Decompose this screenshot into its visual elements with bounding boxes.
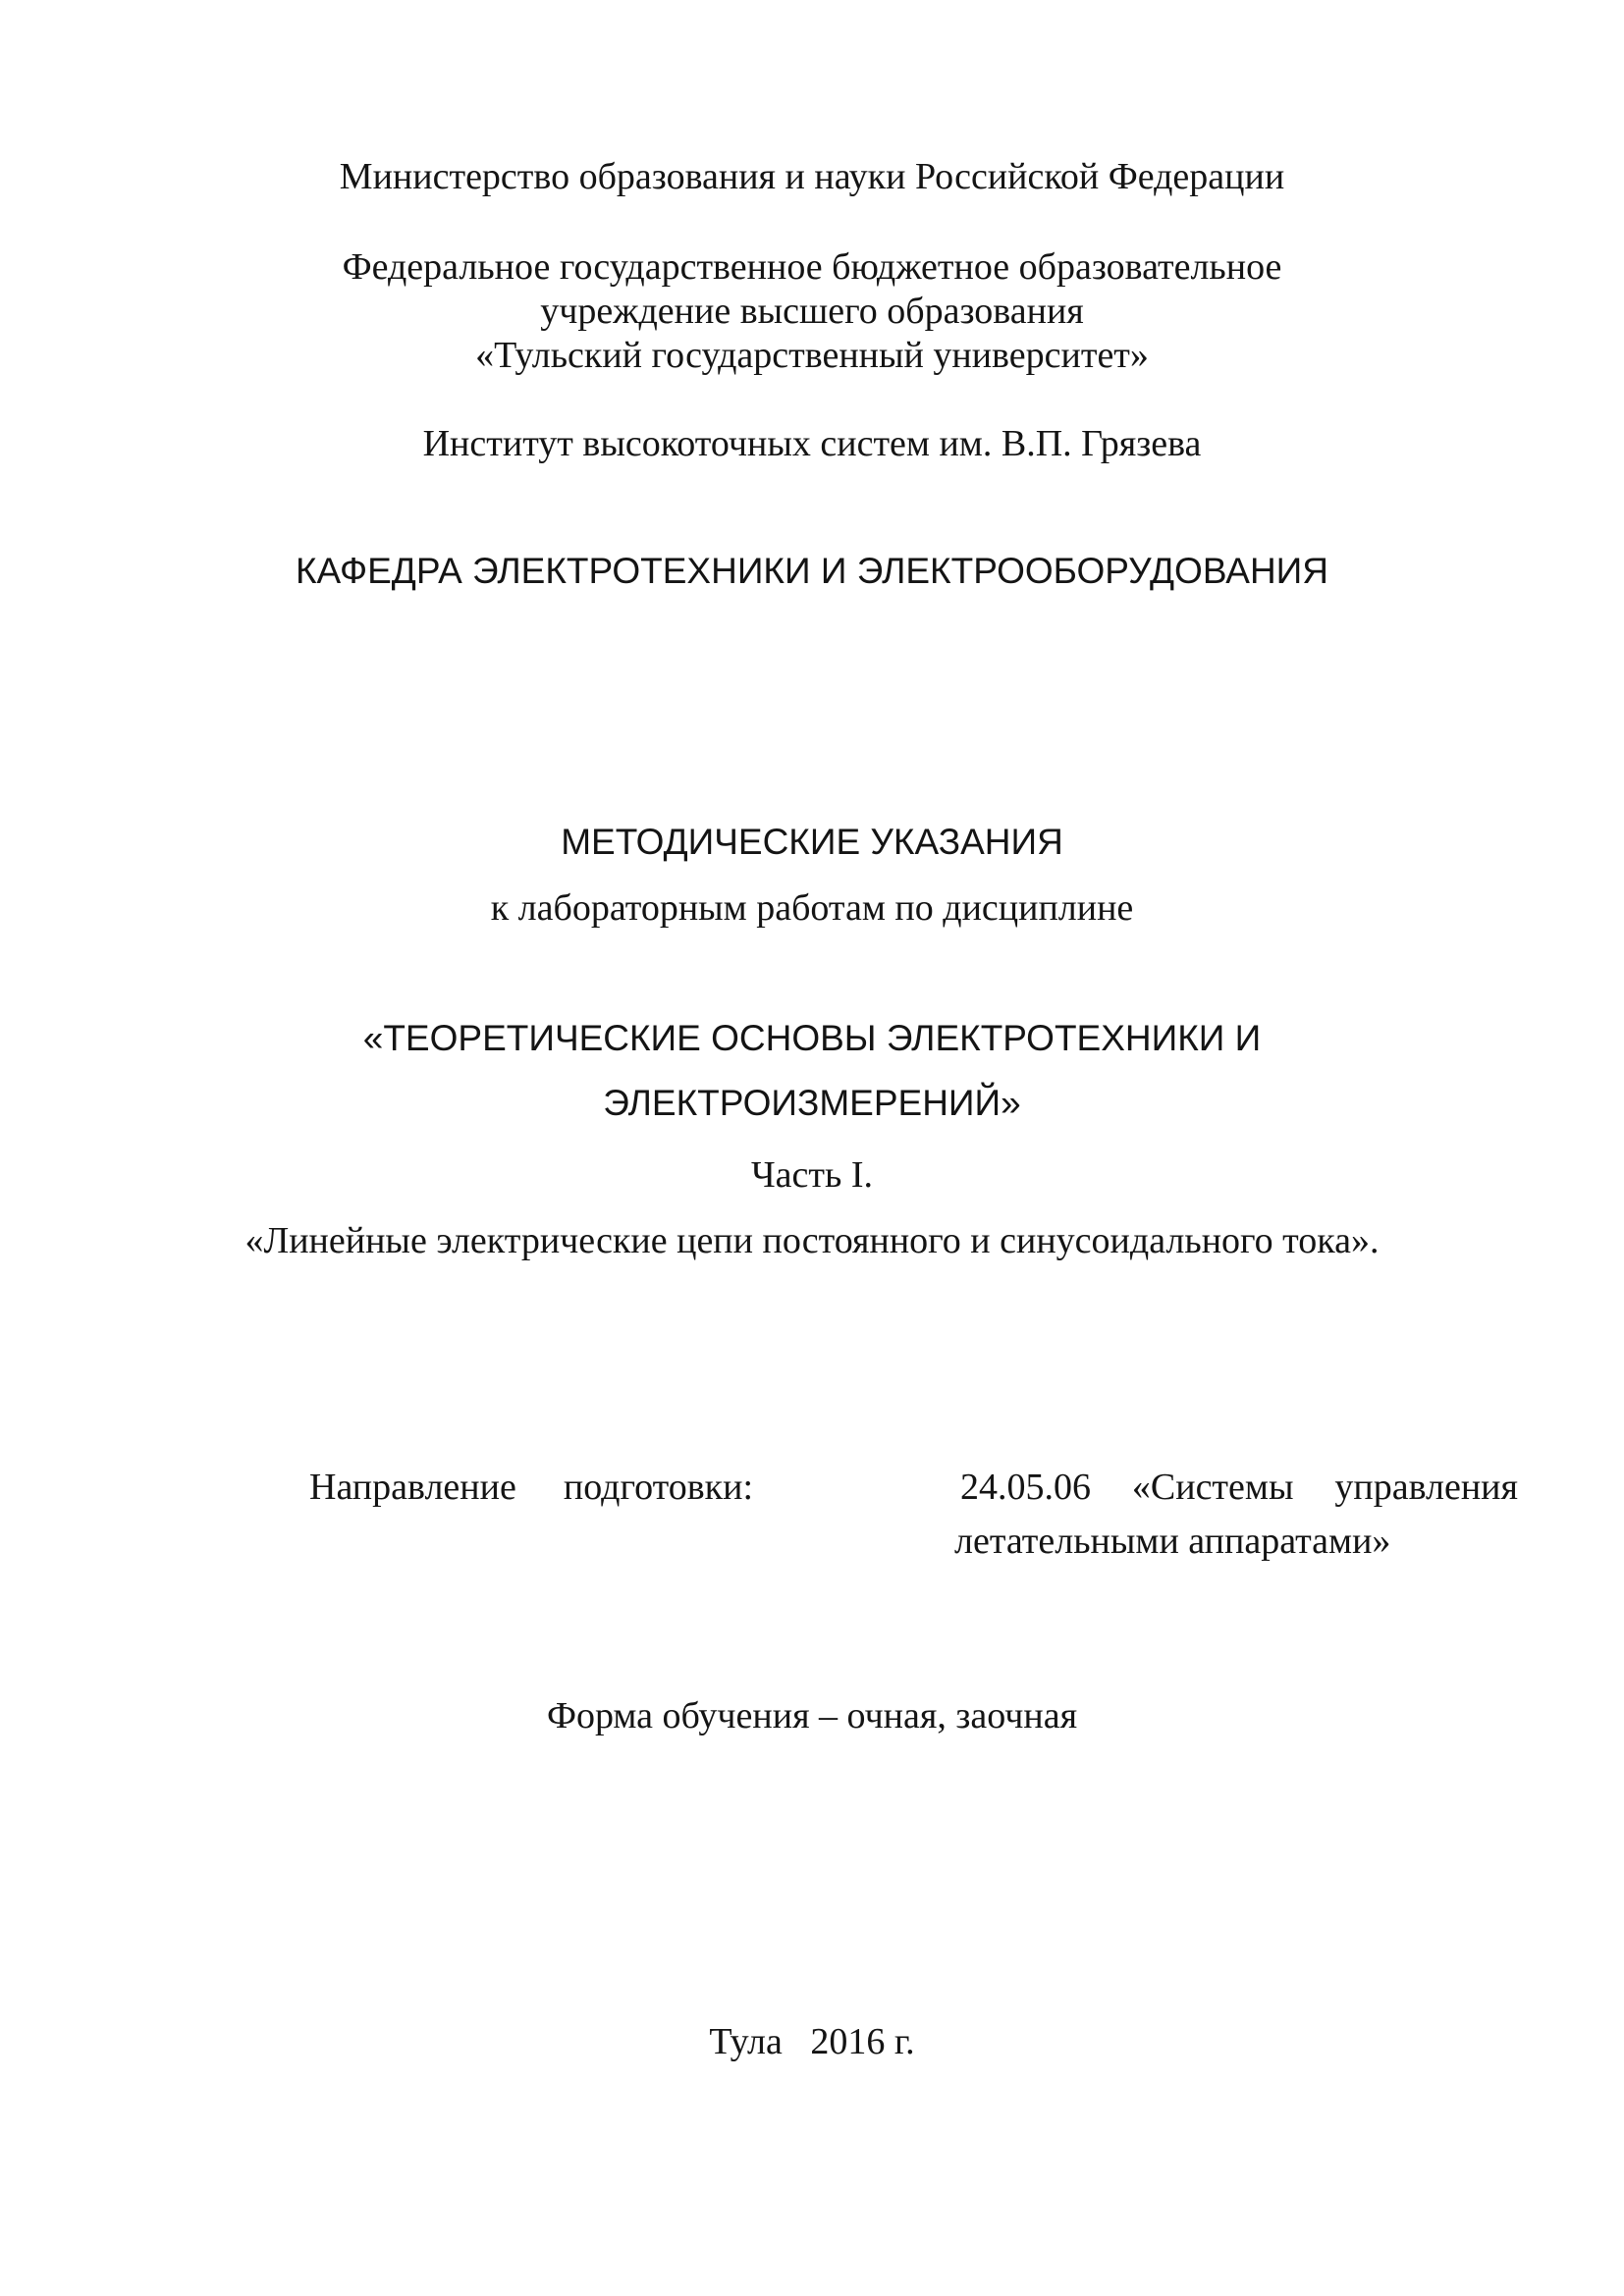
part-subtitle: «Линейные электрические цепи постоянного и синусоидального тока».: [244, 1220, 1380, 1261]
document-type: МЕТОДИЧЕСКИЕ УКАЗАНИЯ: [561, 822, 1063, 862]
department-name: КАФЕДРА ЭЛЕКТРОТЕХНИКИ И ЭЛЕКТРООБОРУДОВАНИЯ: [296, 551, 1328, 591]
training-direction-value-line-2: летательными аппаратами»: [954, 1521, 1391, 1562]
institution-name-line-2: учреждение высшего образования: [540, 291, 1084, 332]
training-direction-value-line-1: 24.05.06 «Системы управления: [960, 1467, 1518, 1508]
city-year: Тула 2016 г.: [709, 2021, 915, 2062]
institution-name-line-1: Федеральное государственное бюджетное образовательное: [342, 246, 1282, 288]
discipline-title-line-2: ЭЛЕКТРОИЗМЕРЕНИЙ»: [603, 1083, 1021, 1123]
institute-name: Институт высокоточных систем им. В.П. Грязева: [422, 423, 1202, 464]
institution-name-line-3: «Тульский государственный университет»: [475, 335, 1149, 376]
ministry-name: Министерство образования и науки Российской Федерации: [339, 156, 1285, 197]
document-purpose: к лабораторным работам по дисциплине: [490, 887, 1134, 929]
study-form: Форма обучения – очная, заочная: [546, 1695, 1078, 1736]
discipline-title-line-1: «ТЕОРЕТИЧЕСКИЕ ОСНОВЫ ЭЛЕКТРОТЕХНИКИ И: [362, 1018, 1262, 1058]
training-direction-label: Направление подготовки:: [309, 1467, 753, 1508]
part-number: Часть I.: [750, 1154, 874, 1196]
